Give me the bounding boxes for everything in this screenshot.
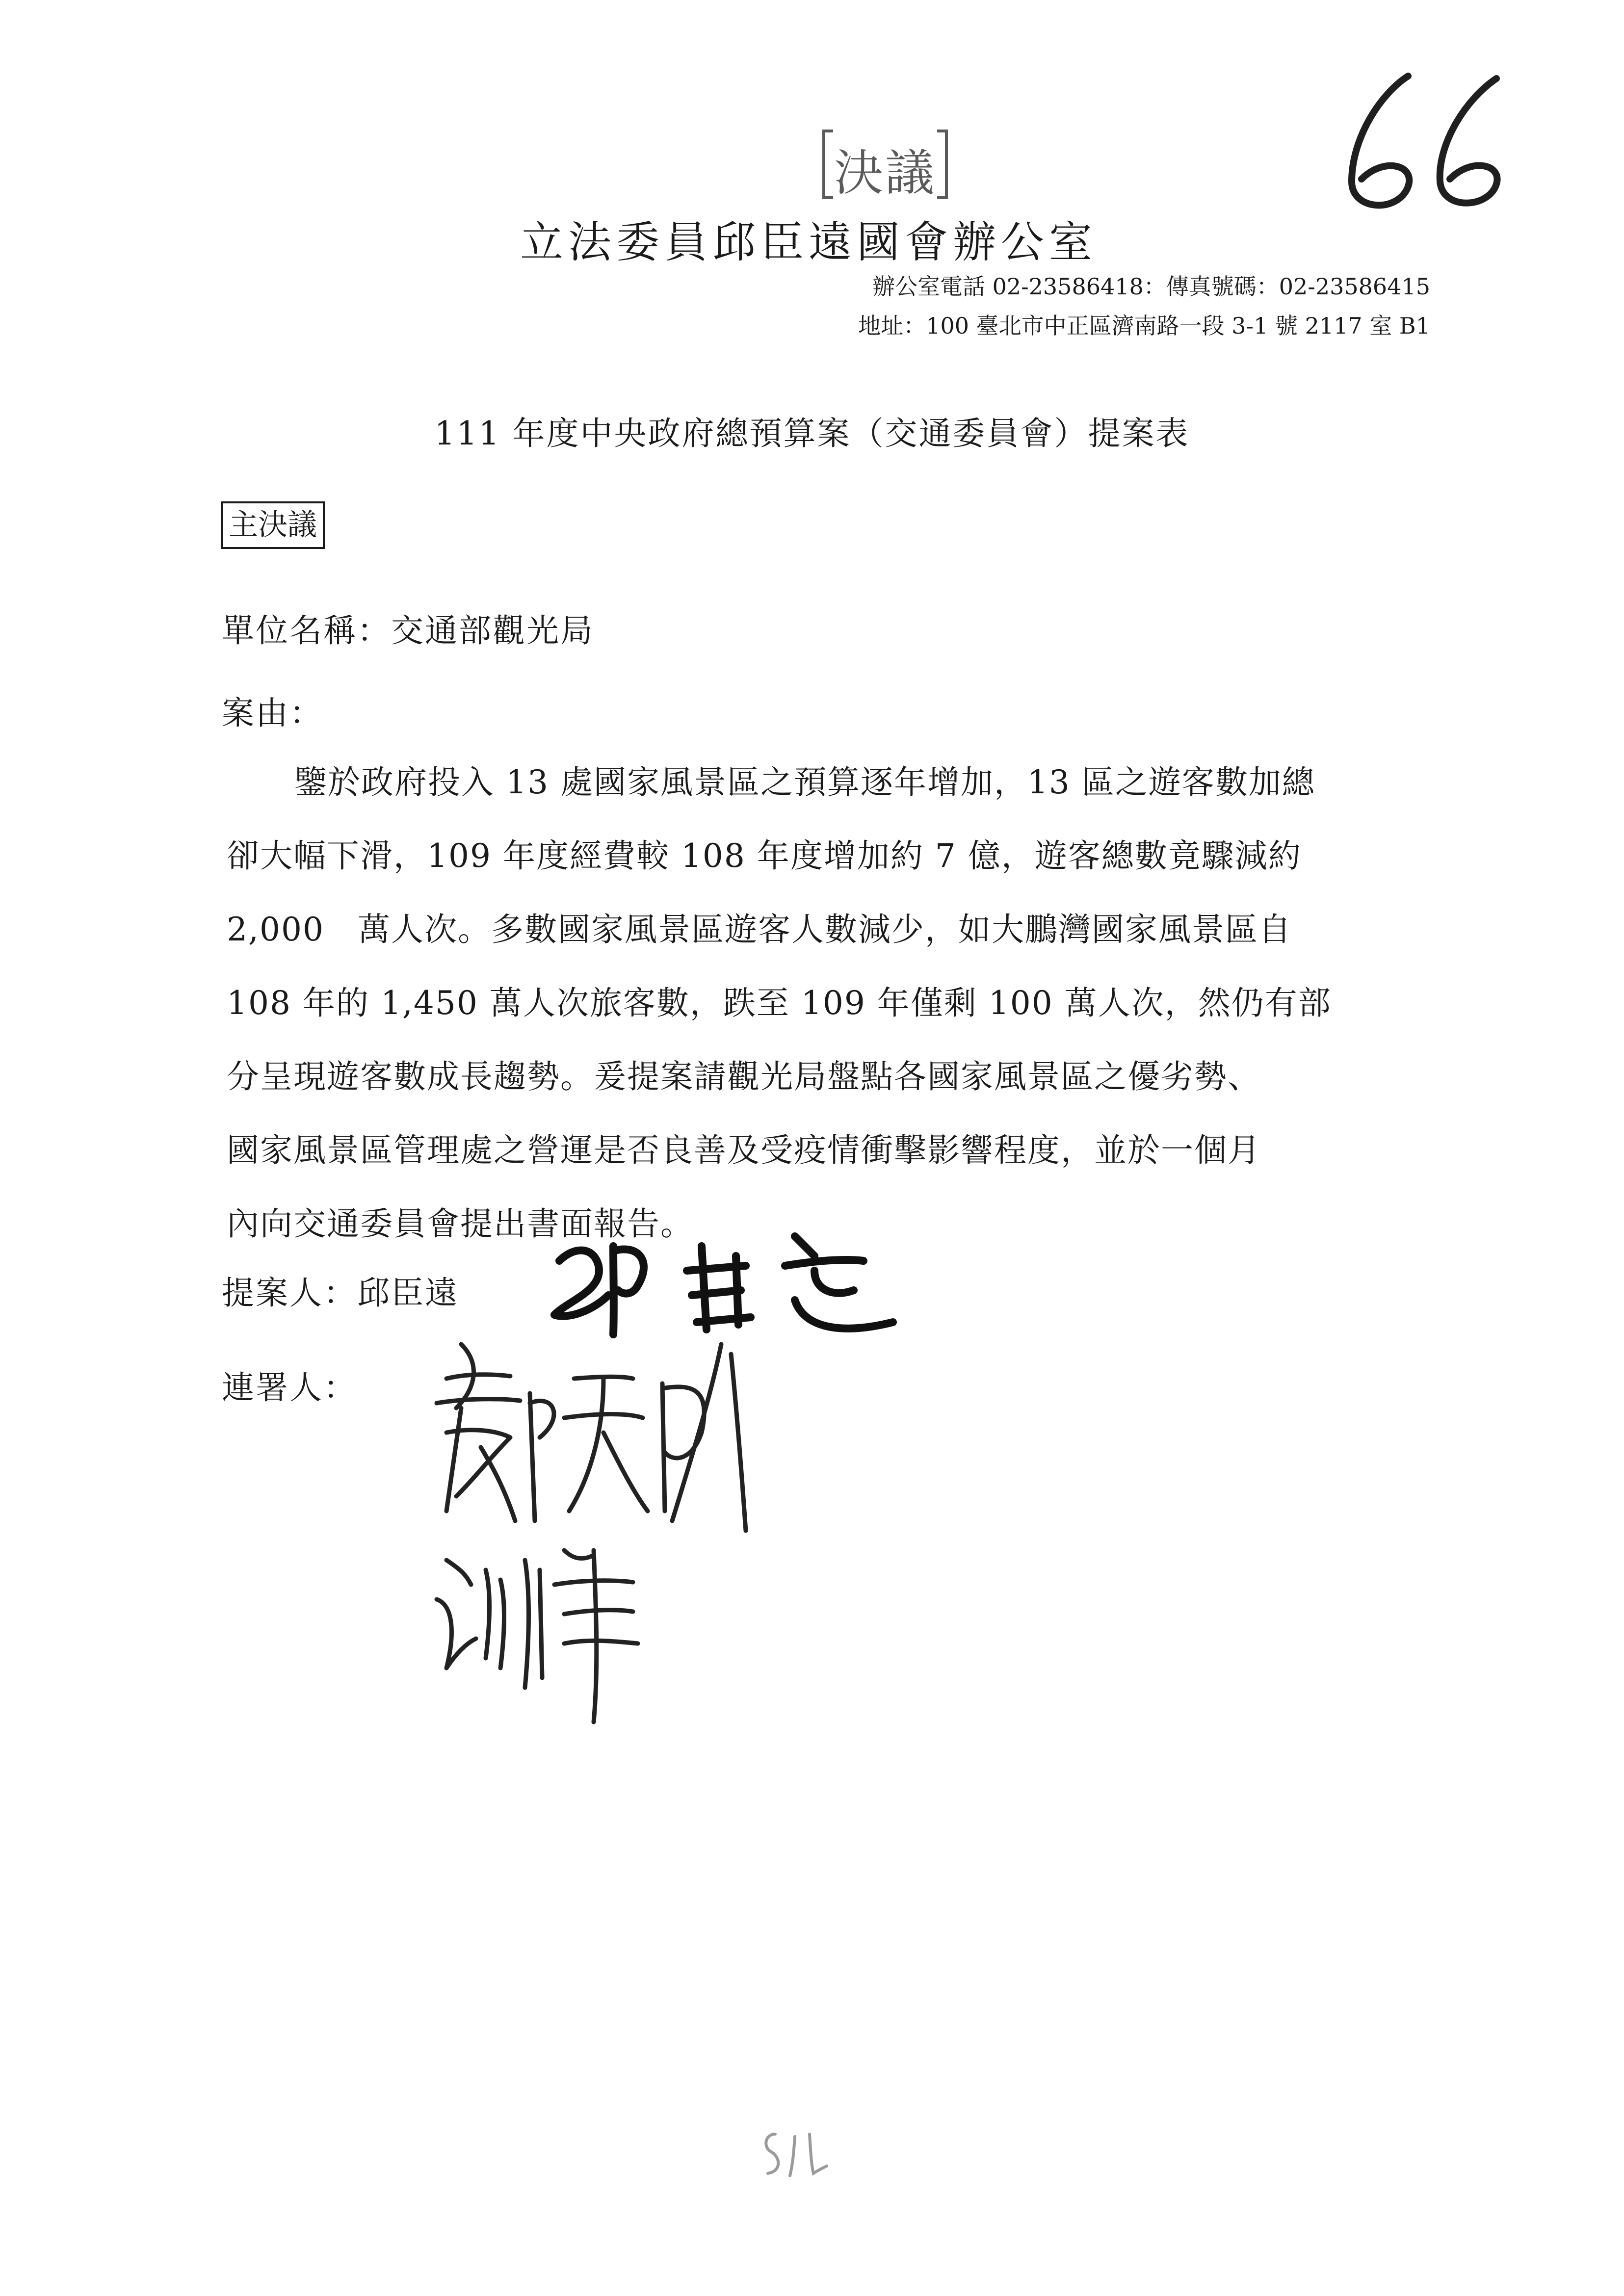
body-line: 國家風景區管理處之營運是否良善及受疫情衝擊影響程度，並於一個月	[227, 1131, 1261, 1169]
stamp-bracket-right	[937, 130, 948, 199]
office-address: 地址：100 臺北市中正區濟南路一段 3-1 號 2117 室 B1	[858, 313, 1430, 339]
body-line: 108 年的 1,450 萬人次旅客數，跌至 109 年僅剩 100 萬人次，然仍有部	[227, 984, 1332, 1022]
resolution-stamp	[834, 133, 936, 204]
office-contact: 辦公室電話 02-23586418：傳真號碼：02-23586415	[872, 273, 1430, 300]
reason-label: 案由：	[222, 694, 323, 732]
cosigner-signature	[417, 1334, 760, 1540]
handwritten-mark	[756, 2124, 834, 2183]
unit-value: 交通部觀光局	[391, 612, 594, 650]
proposal-body	[227, 746, 1424, 1261]
office-title: 立法委員邱臣遠國會辦公室	[520, 217, 1098, 267]
unit-field	[222, 604, 594, 651]
unit-label: 單位名稱：	[222, 612, 391, 650]
body-line: 鑒於政府投入 13 處國家風景區之預算逐年增加，13 區之遊客數加總	[294, 763, 1315, 801]
stamp-text: 決議	[834, 144, 936, 202]
proposer-name: 邱臣遠	[357, 1274, 459, 1312]
proposer-signature	[540, 1217, 922, 1344]
cosigner-signature	[427, 1540, 672, 1727]
body-line: 2,000 萬人次。多數國家風景區遊客人數減少，如大鵬灣國家風景區自	[227, 911, 1292, 948]
handwritten-page-number	[1335, 64, 1541, 226]
proposer-label: 提案人：	[222, 1274, 357, 1312]
cosigner-label: 連署人：	[222, 1369, 357, 1407]
stamp-bracket-left	[822, 130, 833, 199]
body-line: 內向交通委員會提出書面報告。	[227, 1205, 694, 1243]
resolution-type-badge: 主決議	[221, 501, 325, 549]
body-line: 卻大幅下滑，109 年度經費較 108 年度增加約 7 億，遊客總數竟驟減約	[227, 837, 1302, 875]
proposer-field	[222, 1267, 459, 1313]
body-line: 分呈現遊客數成長趨勢。爰提案請觀光局盤點各國家風景區之優劣勢、	[227, 1058, 1261, 1096]
document-title: 111 年度中央政府總預算案（交通委員會）提案表	[434, 415, 1190, 452]
